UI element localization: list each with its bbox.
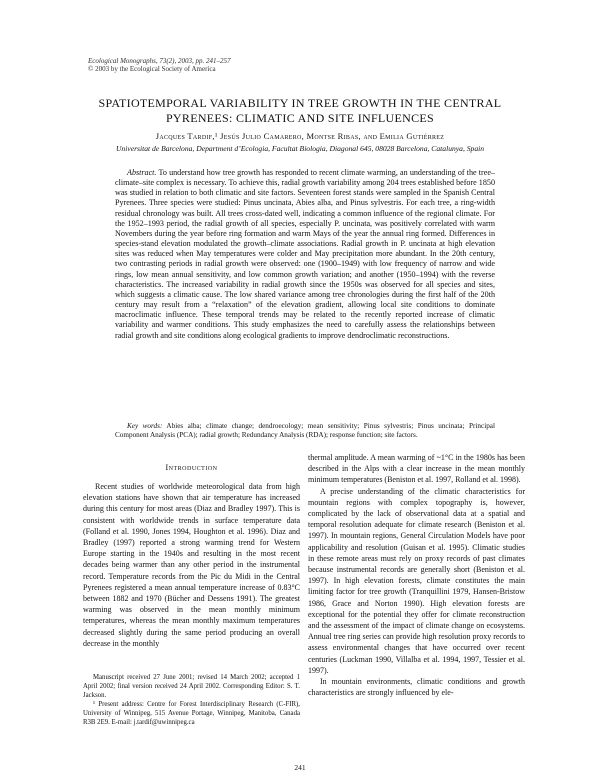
abstract-label: Abstract. bbox=[127, 168, 157, 177]
title-line-1: SPATIOTEMPORAL VARIABILITY IN TREE GROWTH IN THE CENTRAL bbox=[98, 96, 502, 110]
author-list: Jacques Tardif,¹ Jesús Julio Camarero, Montse Ribas, and Emilia Gutiérrez bbox=[155, 131, 445, 141]
paper-title bbox=[60, 96, 540, 126]
left-column bbox=[83, 481, 300, 649]
right-column bbox=[308, 452, 525, 698]
keywords-text: Abies alba; climate change; dendroecology; mean sensitivity; Pinus sylvestris; Pinus uncinata; Principal Component Analysis (PCA); radial growth; Redundancy Analysis (RDA); response function; site factors. bbox=[115, 422, 495, 440]
copyright-line: © 2003 by the Ecological Society of America bbox=[88, 65, 216, 73]
footnotes bbox=[83, 674, 300, 727]
paragraph: thermal amplitude. A mean warming of ~1°C in the 1980s has been described in the Alps with a clear increase in the mean monthly minimum temperatures (Beniston et al. 1997, Rolland et al. 1998). bbox=[308, 453, 525, 485]
paragraph: Recent studies of worldwide meteorological data from high elevation stations have shown that air temperature has increased during this century for most areas (Diaz and Bradley 1997). This is consistent with worldwide trends in surface temperature data (Folland et al. 1990, Jones 1994, Houghton et al. 1996). Diaz and Bradley (1997) reported a strong warming trend for Western Europe starting in the 1940s and resulting in the most recent decades being warmer than any other period in the instrumental record. Temperature records from the Pic du Midi in the Central Pyrenees registered a mean annual temperature increase of 0.83°C between 1882 and 1970 (Bücher and Dessens 1991). The greatest warming was observed in the mean monthly minimum temperatures, whereas the mean monthly maximum temperatures decreased slightly during the same period producing an overall decrease in the monthly bbox=[83, 482, 300, 648]
keywords-label: Key words: bbox=[127, 422, 163, 430]
journal-citation: Ecological Monographs, 73(2), 2003, pp. 241–257 bbox=[88, 57, 231, 65]
paragraph: In mountain environments, climatic conditions and growth characteristics are strongly influenced by ele- bbox=[308, 677, 525, 698]
paragraph: A precise understanding of the climatic characteristics for mountain regions with complex topography is, however, complicated by the lack of observational data at a spatial and temporal resolution adequate for climate research (Beniston et al. 1997). In mountain regions, General Circulation Models have poor applicability and resolution (Guisan et al. 1995). Climatic studies in these remote areas must rely on proxy records of past climates because instrumental records are generally short (Beniston et al. 1997). In high elevation forests, climate constitutes the main limiting factor for tree growth (Tranquillini 1979, Hansen-Bristow 1986, Grace and Norton 1990). High elevation forests are exceptional for the potential they offer for climate reconstruction and the assessment of the impact of climate change on ecosystems. Annual tree ring series can provide high resolution proxy records to assess environmental changes that have occurred over recent centuries (Luckman 1990, Villalba et al. 1994, 1997, Tessier et al. 1997). bbox=[308, 486, 525, 675]
abstract bbox=[115, 168, 495, 341]
footnote-address: ¹ Present address: Centre for Forest Interdisciplinary Research (C-FIR), University of Winnipeg, 515 Avenue Portage, Winnipeg, Manitoba, Canada R3B 2E9. E-mail: j.tardif@uwinnipeg.ca bbox=[83, 700, 300, 726]
section-heading: Introduction bbox=[165, 463, 218, 472]
keywords bbox=[115, 422, 495, 441]
title-line-2: PYRENEES: CLIMATIC AND SITE INFLUENCES bbox=[165, 111, 435, 125]
page-number: 241 bbox=[294, 763, 306, 772]
footnote-received: Manuscript received 27 June 2001; revised 14 March 2002; accepted 1 April 2002; final version received 24 April 2002. Corresponding Editor: S. T. Jackson. bbox=[83, 674, 300, 699]
abstract-text: To understand how tree growth has responded to recent climate warming, an understanding of the tree–climate–site complex is necessary. To achieve this, radial growth variability among 204 trees established before 1850 was studied in relation to both climatic and site factors. Seventeen forest stands were sampled in the Spanish Central Pyrenees. Three species were studied: Pinus uncinata, Abies alba, and Pinus sylvestris. For each tree, a ring-width residual chronology was built. All trees cross-dated well, indicating a common influence of the regional climate. For the 1952–1993 period, the radial growth of all species, especially P. uncinata, was positively correlated with warm Novembers during the year before ring formation and warm Mays of the year the annual ring formed. Differences in species-stand elevation modulated the growth–climate associations. Radial growth in P. uncinata at high elevation sites was reduced when May temperatures were colder and May precipitation more abundant. In the 20th century, two contrasting periods in radial growth were observed: one (1900–1949) with low frequency of narrow and wide rings, low mean annual sensitivity, and low common growth variation; and another (1950–1994) with the reverse characteristics. The increased variability in radial growth since the 1950s was observed for all species and sites, which suggests a climatic cause. The low shared variance among tree chronologies during the first half of the 20th century may result from a “relaxation” of the elevation gradient, allowing local site conditions to dominate macroclimatic influence. These temporal trends may be related to the recently reported increase of climatic variability and warmer conditions. This study emphasizes the need to carefully assess the relationships between radial growth and site conditions along ecological gradients to improve dendroclimatic reconstructions. bbox=[115, 168, 495, 340]
journal-header bbox=[88, 57, 231, 73]
affiliation: Universitat de Barcelona, Department d’Ecologia, Facultat Biologia, Diagonal 645, 08028 Barcelona, Catalunya, Spain bbox=[115, 144, 485, 153]
